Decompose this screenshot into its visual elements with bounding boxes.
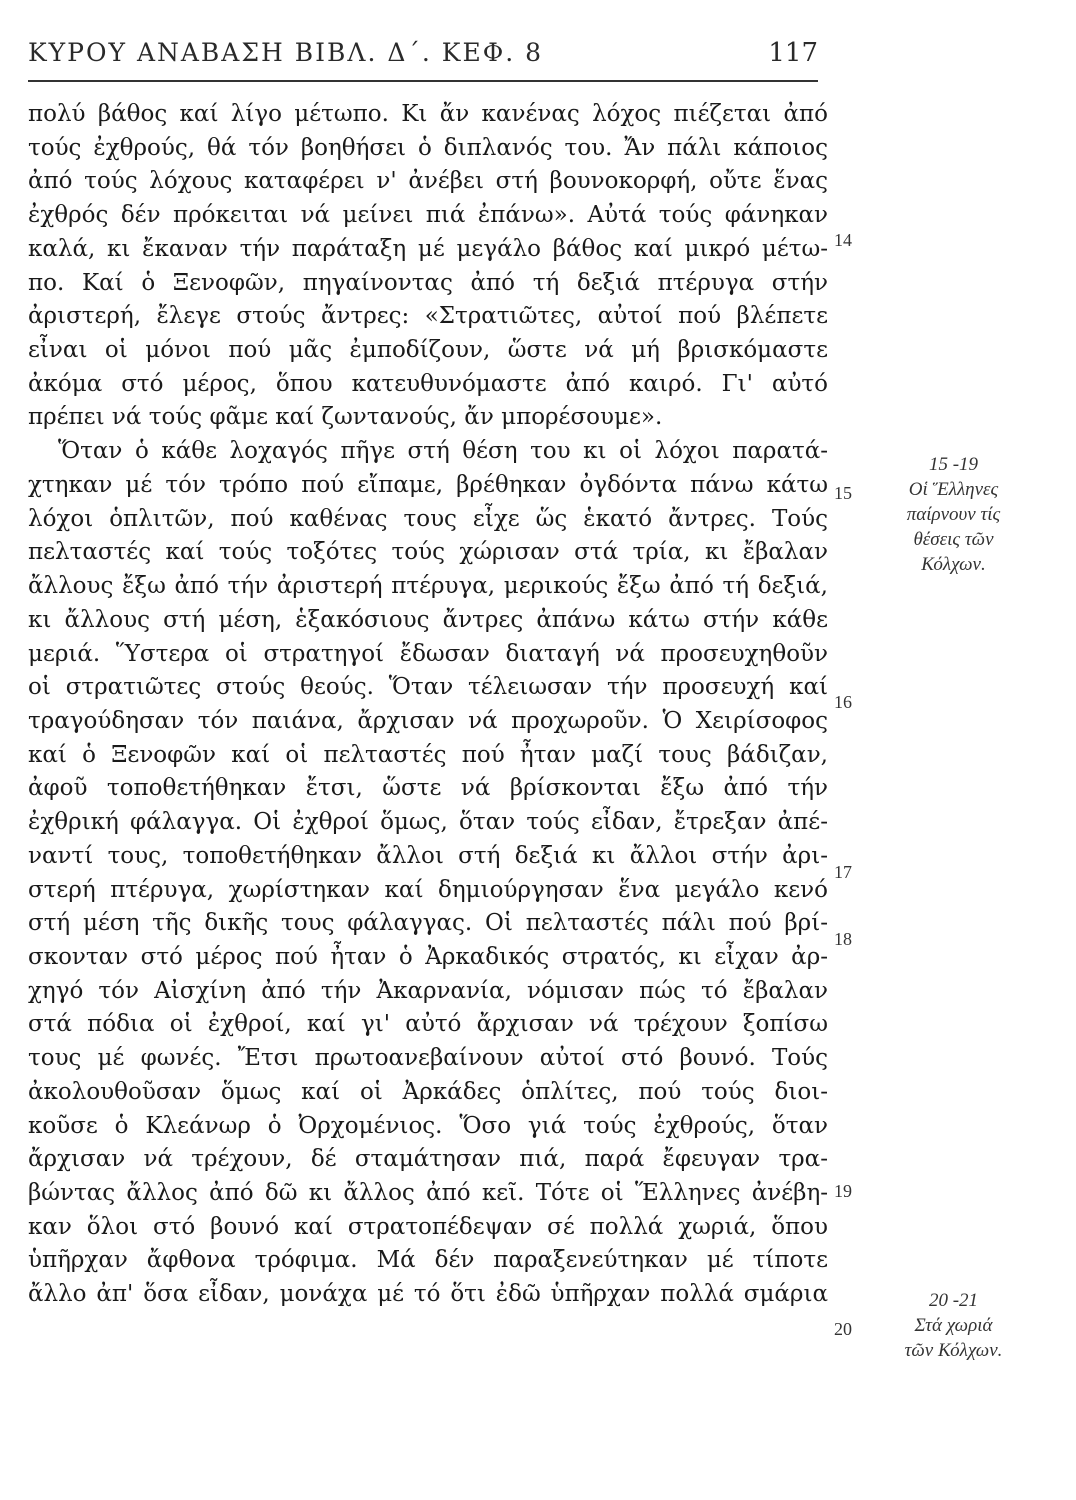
text-line: οἱ στρατιῶτες στούς θεούς. Ὅταν τέλειωσαν τήν προσευχή καί xyxy=(28,674,828,701)
margin-note-range: 20 -21 xyxy=(928,1290,979,1311)
text-line: ἀκολουθοῦσαν ὅμως καί οἱ Ἀρκάδες ὁπλίτες, πού τούς διοι- xyxy=(28,1078,828,1105)
text-line: στή μέση τῆς δικῆς τους φάλαγγας. Οἱ πελταστές πάλι πού βρί- xyxy=(28,910,828,937)
text-line: κι ἄλλους στή μέση, ἑξακόσιους ἄντρες ἀπάνω κάτω στήν κάθε xyxy=(28,606,828,633)
margin-note-line: Στά χωριά xyxy=(914,1315,993,1336)
verse-number: 15 xyxy=(834,483,852,503)
text-line: πελταστές καί τούς τοξότες τούς χώρισαν στά τρία, κι ἔβαλαν xyxy=(28,539,828,566)
page-number: 117 xyxy=(768,38,818,68)
margin-note-line: Κόλχων. xyxy=(921,554,986,575)
text-line: ὑπῆρχαν ἄφθονα τρόφιμα. Μά δέν παραξενεύτηκαν μέ τίποτε xyxy=(28,1247,828,1274)
text-line: ἐχθρική φάλαγγα. Οἱ ἐχθροί ὅμως, ὅταν τούς εἶδαν, ἔτρεξαν ἀπέ- xyxy=(28,809,828,836)
text-line: ἀκόμα στό μέρος, ὅπου κατευθυνόμαστε ἀπό καιρό. Γι' αὐτό xyxy=(28,370,828,397)
text-line: ἄλλους ἔξω ἀπό τήν ἀριστερή πτέρυγα, μερικούς ἔξω ἀπό τή δεξιά, xyxy=(28,573,828,600)
text-line: καί ὁ Ξενοφῶν καί οἱ πελταστές πού ἦταν μαζί τους βάδιζαν, xyxy=(28,741,828,768)
text-line: πολύ βάθος καί λίγο μέτωπο. Κι ἄν κανένας λόχος πιέζεται ἀπό xyxy=(28,101,828,127)
margin-note-range: 15 -19 xyxy=(928,454,979,475)
margin-note xyxy=(866,452,1041,577)
header-rule xyxy=(28,80,818,82)
text-line: εἶναι οἱ μόνοι πού μᾶς ἐμποδίζουν, ὥστε νά μή βρισκόμαστε xyxy=(28,337,828,364)
text-line: καν ὅλοι στό βουνό καί στρατοπέδεψαν σέ πολλά χωριά, ὅπου xyxy=(28,1213,828,1240)
margin-note-line: θέσεις τῶν xyxy=(913,529,994,550)
text-line: ἀπό τούς λόχους καταφέρει ν' ἀνέβει στή βουνοκορφή, οὔτε ἕνας xyxy=(28,168,828,195)
margin-note-line: Οἱ Ἕλληνες xyxy=(908,479,999,500)
text-line: καλά, κι ἔκαναν τήν παράταξη μέ μεγάλο βάθος καί μικρό μέτω- xyxy=(28,235,828,262)
margin-note-line: τῶν Κόλχων. xyxy=(904,1340,1003,1361)
text-line: πο. Καί ὁ Ξενοφῶν, πηγαίνοντας ἀπό τή δεξιά πτέρυγα στήν xyxy=(28,269,828,296)
page-header xyxy=(28,38,818,78)
text-line: πρέπει νά τούς φᾶμε καί ζωντανούς, ἄν μπορέσουμε». xyxy=(28,404,663,431)
text-line: Ὅταν ὁ κάθε λοχαγός πῆγε στή θέση του κι οἱ λόχοι παρατά- xyxy=(58,438,828,465)
text-line: τούς ἐχθρούς, θά τόν βοηθήσει ὁ διπλανός του. Ἄν πάλι κάποιος xyxy=(28,134,828,161)
text-line: ἄλλο ἀπ' ὅσα εἶδαν, μονάχα μέ τό ὅτι ἐδῶ ὑπῆρχαν πολλά σμάρια xyxy=(28,1281,828,1308)
text-line: μεριά. Ὕστερα οἱ στρατηγοί ἔδωσαν διαταγή νά προσευχηθοῦν xyxy=(28,640,828,667)
text-line: τραγούδησαν τόν παιάνα, ἄρχισαν νά προχωροῦν. Ὁ Χειρίσοφος xyxy=(28,707,828,734)
verse-number: 17 xyxy=(834,862,852,882)
verse-number: 20 xyxy=(834,1319,852,1339)
body-text xyxy=(28,98,828,1312)
text-line: στερή πτέρυγα, χωρίστηκαν καί δημιούργησαν ἕνα μεγάλο κενό xyxy=(28,876,828,903)
text-line: ναντί τους, τοποθετήθηκαν ἄλλοι στή δεξιά κι ἄλλοι στήν ἀρι- xyxy=(28,842,828,869)
text-line: ἀριστερή, ἔλεγε στούς ἄντρες: «Στρατιῶτες, αὐτοί πού βλέπετε xyxy=(28,303,828,330)
text-line: ἀφοῦ τοποθετήθηκαν ἔτσι, ὥστε νά βρίσκονται ἔξω ἀπό τήν xyxy=(28,775,828,802)
text-line: στά πόδια οἱ ἐχθροί, καί γι' αὐτό ἄρχισαν νά τρέχουν ξοπίσω xyxy=(28,1011,828,1038)
text-line: ἄρχισαν νά τρέχουν, δέ σταμάτησαν πιά, παρά ἔφευγαν τρα- xyxy=(28,1146,828,1173)
text-line: χτηκαν μέ τόν τρόπο πού εἴπαμε, βρέθηκαν ὀγδόντα πάνω κάτω xyxy=(28,471,828,498)
verse-number: 19 xyxy=(834,1181,852,1201)
verse-number: 18 xyxy=(834,929,852,949)
margin-note xyxy=(866,1288,1041,1363)
margin-note-line: παίρνουν τίς xyxy=(906,504,1001,525)
text-line: λόχοι ὁπλιτῶν, πού καθένας τους εἶχε ὥς ἑκατό ἄντρες. Τούς xyxy=(28,505,828,532)
text-line: κοῦσε ὁ Κλεάνωρ ὁ Ὀρχομένιος. Ὅσο γιά τούς ἐχθρούς, ὅταν xyxy=(28,1112,828,1139)
text-line: βώντας ἄλλος ἀπό δῶ κι ἄλλος ἀπό κεῖ. Τότε οἱ Ἕλληνες ἀνέβη- xyxy=(28,1180,828,1206)
text-line: τους μέ φωνές. Ἔτσι πρωτοανεβαίνουν αὐτοί στό βουνό. Τούς xyxy=(28,1045,828,1072)
verse-number: 16 xyxy=(834,692,852,712)
running-title: ΚΥΡΟΥ ΑΝΑΒΑΣΗ ΒΙΒΛ. Δ΄. ΚΕΦ. 8 xyxy=(28,38,544,67)
verse-number: 14 xyxy=(834,230,852,250)
text-line: σκονταν στό μέρος πού ἦταν ὁ Ἀρκαδικός στρατός, κι εἶχαν ἀρ- xyxy=(28,943,828,970)
text-line: ἐχθρός δέν πρόκειται νά μείνει πιά ἐπάνω». Αὐτά τούς φάνηκαν xyxy=(28,202,828,229)
text-line: χηγό τόν Αἰσχίνη ἀπό τήν Ἀκαρνανία, νόμισαν πώς τό ἔβαλαν xyxy=(28,977,828,1004)
